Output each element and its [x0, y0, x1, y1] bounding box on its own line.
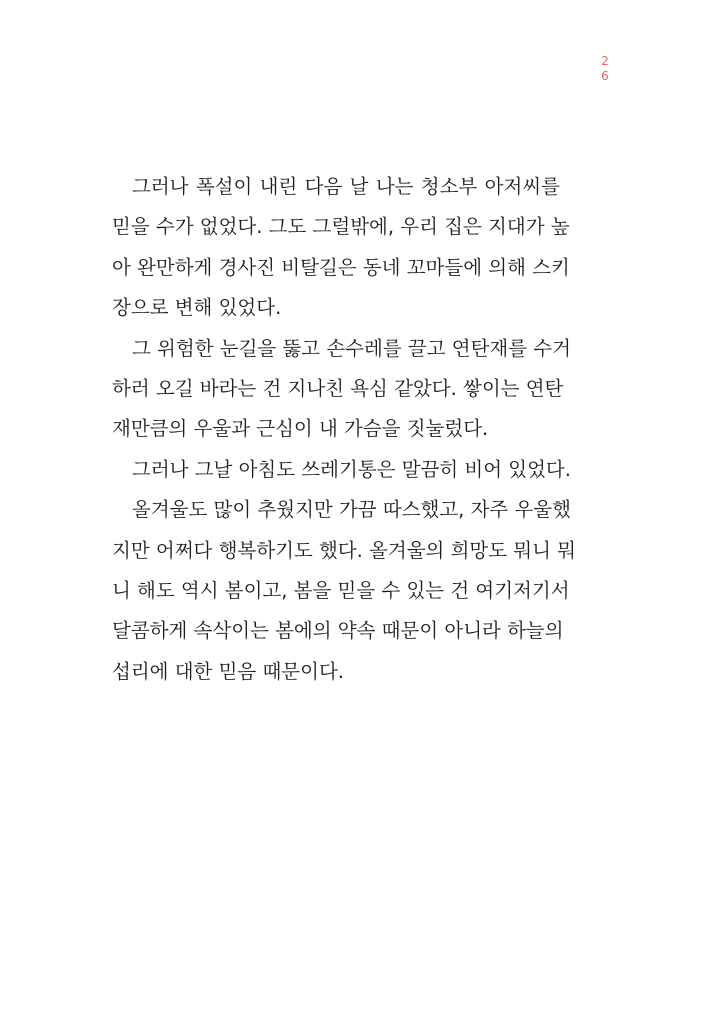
- text-line: 아 완만하게 경사진 비탈길은 동네 꼬마들에 의해 스키: [112, 255, 570, 279]
- body-text: [112, 167, 577, 692]
- page-number-digit-2: 6: [601, 69, 609, 83]
- text-line: 올겨울도 많이 추웠지만 가끔 따스했고, 자주 우울했: [132, 498, 571, 522]
- text-line: 재만큼의 우울과 근심이 내 가슴을 짓눌렀다.: [112, 417, 489, 441]
- text-line: 그러나 폭설이 내린 다음 날 나는 청소부 아저씨를: [132, 175, 560, 198]
- text-line: 그러나 그날 아침도 쓰레기통은 말끔히 비어 있었다.: [132, 457, 571, 481]
- text-line: 지만 어쩌다 행복하기도 했다. 올겨울의 희망도 뭐니 뭐: [112, 538, 577, 562]
- text-line: 믿을 수가 없었다. 그도 그럴밖에, 우리 집은 지대가 높: [112, 215, 570, 239]
- text-line: 하러 오길 바라는 건 지나친 욕심 같았다. 쌓이는 연탄: [112, 376, 564, 400]
- text-line: 달콤하게 속삭이는 봄에의 약속 때문이 아니라 하늘의: [112, 619, 564, 643]
- page-number-digit-1: 2: [601, 54, 609, 68]
- text-line: 장으로 변해 있었다.: [112, 296, 282, 320]
- text-line: 섭리에 대한 믿음 때문이다.: [112, 659, 345, 683]
- text-line: 니 해도 역시 봄이고, 봄을 믿을 수 있는 건 여기저기서: [112, 578, 570, 602]
- text-line: 그 위험한 눈길을 뚫고 손수레를 끌고 연탄재를 수거: [132, 336, 571, 360]
- page-number: [598, 54, 612, 84]
